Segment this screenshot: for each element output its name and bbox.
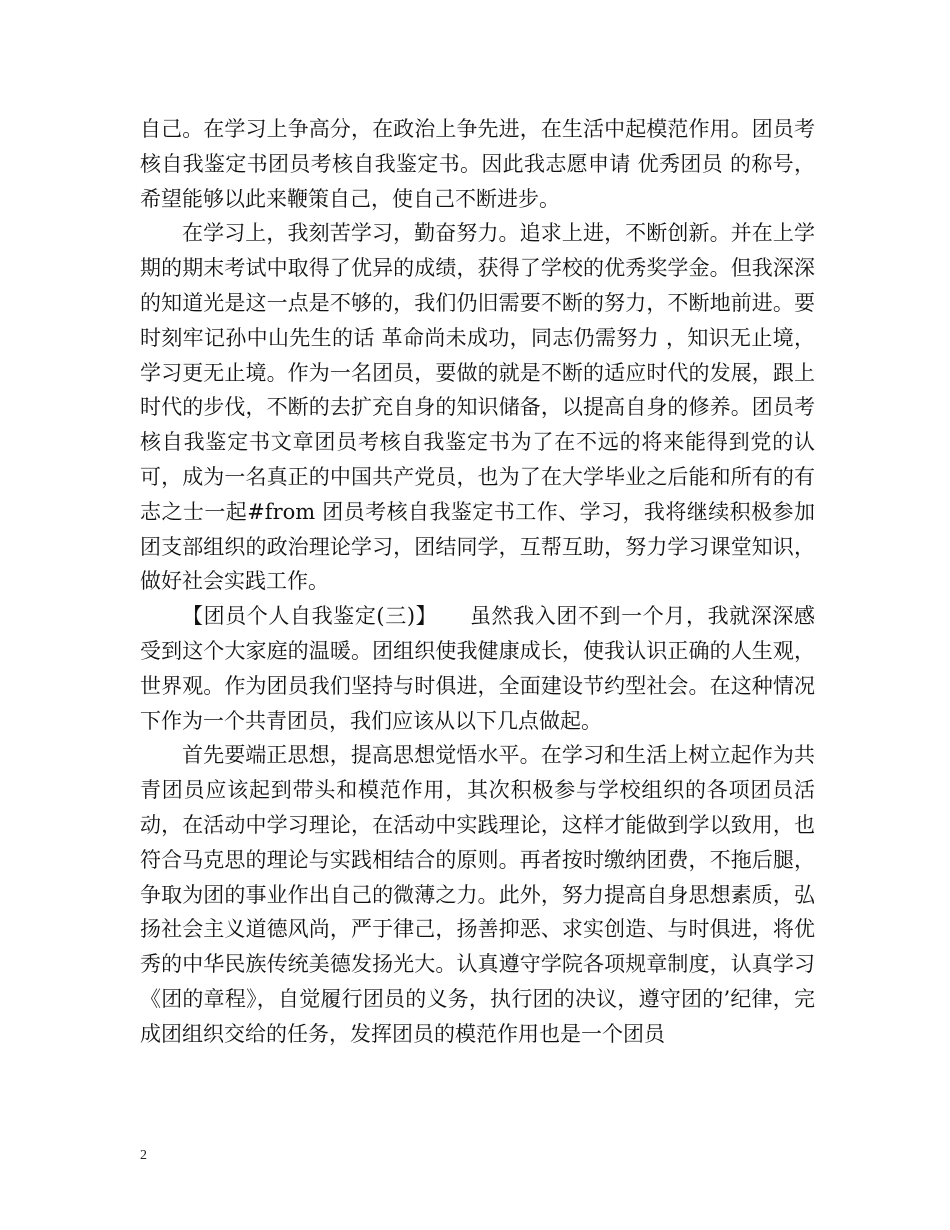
paragraph-4: 首先要端正思想，提高思想觉悟水平。在学习和生活上树立起作为共青团员应该起到带头和模范作用，其次积极参与学校组织的各项团员活动，在活动中学习理论，在活动中实践理论，这样才能做到学以致用，也符合马克思的理论与实践相结合的原则。再者按时缴纳团费，不拖后腿，争取为团的事业作出自己的微薄之力。此外，努力提高自身思想素质，弘扬社会主义道德风尚，严于律己，扬善抑恶、求实创造、与时俱进，将优秀的中华民族传统美德发扬光大。认真遵守学院各项规章制度，认真学习《团的章程》，自觉履行团员的义务，执行团的决议，遵守团的’纪律，完成团组织交给的任务，发挥团员的模范作用也是一个团员: [140, 743, 815, 1046]
paragraph-2: 在学习上，我刻苦学习，勤奋努力。追求上进，不断创新。并在上学期的期末考试中取得了优异的成绩，获得了学校的优秀奖学金。但我深深的知道光是这一点是不够的，我们仍旧需要不断的努力，不断地前进。要时刻牢记孙中山先生的话 革命尚未成功，同志仍需努力 ，知识无止境，学习更无止境。作为一名团员，要做的就是不断的适应时代的发展，跟上时代的步伐，不断的去扩充自身的知识储备，以提高自身的修养。团员考核自我鉴定书文章团员考核自我鉴定书为了在不远的将来能得到党的认可，成为一名真正的中国共产党员，也为了在大学毕业之后能和所有的有志之士一起#from 团员考核自我鉴定书工作、学习，我将继续积极参加团支部组织的政治理论学习，团结同学，互帮互助，努力学习课堂知识，做好社会实践工作。: [140, 221, 815, 594]
document-body: [140, 112, 815, 1052]
paragraph-3: 【团员个人自我鉴定(三)】 虽然我入团不到一个月，我就深深感受到这个大家庭的温暖。团组织使我健康成长，使我认识正确的人生观，世界观。作为团员我们坚持与时俱进，全面建设节约型社会。在这种情况下作为一个共青团员，我们应该从以下几点做起。: [140, 604, 815, 733]
paragraph-1: 自己。在学习上争高分，在政治上争先进，在生活中起模范作用。团员考核自我鉴定书团员考核自我鉴定书。因此我志愿申请 优秀团员 的称号，希望能够以此来鞭策自己，使自己不断进步。: [140, 117, 815, 211]
page-number: 2: [140, 1148, 147, 1163]
